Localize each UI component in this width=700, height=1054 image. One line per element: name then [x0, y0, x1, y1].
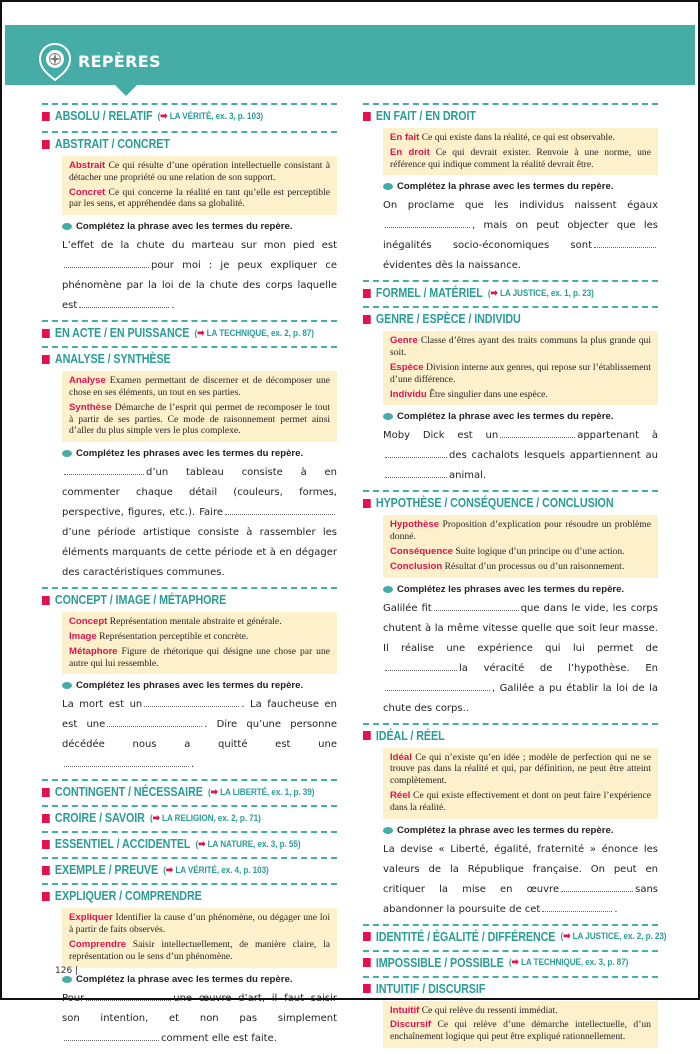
entry-title	[42, 137, 296, 151]
exercise-text-segment: .	[614, 903, 618, 915]
arrow-right-icon: ➡	[490, 287, 500, 299]
exercise-prompt	[62, 448, 337, 459]
exercise-prompt-text: Complétez la phrase avec les termes du repère.	[76, 973, 293, 985]
exercise-prompt	[383, 411, 658, 422]
definition-text: Ce qui relève d’une démarche intellectuelle, d’un enchaînement logique qui peut être expliqué rationnellement.	[390, 1019, 651, 1043]
definition	[390, 147, 651, 171]
definition-text: Proposition d’explication pour résoudre un problème donné.	[390, 519, 651, 543]
entry-title-text: CONTINGENT / NÉCESSAIRE	[54, 785, 203, 800]
entry-title-text: ESSENTIEL / ACCIDENTEL	[54, 837, 191, 852]
entry-en-fait-en-droit	[363, 103, 658, 276]
dashed-divider	[42, 831, 337, 833]
square-bullet-icon	[42, 140, 50, 149]
exercise-text-segment: La mort est un	[62, 699, 143, 711]
arrow-right-icon: ➡	[511, 957, 521, 969]
cross-reference-text: LA JUSTICE, ex. 1, p. 23	[499, 287, 592, 299]
entry-title	[363, 109, 617, 123]
exercise-text-segment: animal.	[449, 470, 487, 482]
dashed-divider	[42, 805, 337, 807]
bullet-dot-icon	[62, 450, 72, 457]
cross-reference-link[interactable]: (➡ LA TECHNIQUE, ex. 2, p. 87)	[194, 327, 314, 339]
square-bullet-icon	[363, 958, 371, 967]
definition-term: Comprendre	[69, 938, 127, 950]
exercise-text-segment: Moby Dick est un	[383, 430, 499, 442]
exercise-text-segment: On proclame que les individus naissent égaux	[383, 200, 658, 212]
square-bullet-icon	[42, 892, 50, 901]
square-bullet-icon	[363, 984, 371, 993]
definition-box	[383, 331, 658, 405]
exercise-sentence	[383, 196, 658, 276]
fill-in-blank[interactable]	[79, 298, 169, 308]
entry-ideal-reel	[363, 723, 658, 920]
entry-title-text: CROIRE / SAVOIR	[54, 811, 145, 826]
exercise-text-segment: .	[191, 759, 195, 771]
definition-text: Ce qui devrait exister. Renvoie à une norme, une référence qui indique comment la réalité devrait être.	[390, 146, 651, 170]
fill-in-blank[interactable]	[385, 448, 447, 458]
square-bullet-icon	[42, 355, 50, 364]
definition-term: Conséquence	[390, 545, 453, 557]
definition	[390, 132, 651, 144]
page-title: REPÈRES	[78, 52, 161, 71]
definition-term: Conclusion	[390, 560, 443, 572]
bullet-dot-icon	[62, 223, 72, 230]
definition-term: En fait	[390, 132, 420, 143]
entry-title-text: EXEMPLE / PREUVE	[54, 863, 159, 878]
definition-text: Division interne aux genres, qui repose sur l’établissement d’une différence.	[390, 361, 651, 385]
definition-text: Démarche de l’esprit qui permet de recomposer le tout à partir de ses parties. Ce mode de raisonnement permet ainsi d’aller du plus simple vers le plus complexe.	[69, 401, 330, 437]
definition	[390, 389, 651, 401]
exercise-text-segment: appartenant à	[577, 430, 658, 442]
exercise-sentence	[383, 426, 658, 486]
exercise-prompt-text: Complétez les phrases avec les termes du repère.	[76, 680, 304, 692]
cross-reference-text: LA NATURE, ex. 3, p. 55	[207, 838, 298, 850]
entry-title	[363, 312, 617, 326]
exercise-text-segment: d’une période artistique consiste à rassembler les éléments marquants de cette période et à en dégager des caractéristiques communes.	[62, 527, 337, 579]
cross-reference-text: LA RELIGION, ex. 2, p. 71	[162, 812, 259, 824]
arrow-right-icon: ➡	[152, 812, 163, 824]
entry-title-text: EN ACTE / EN PUISSANCE	[54, 326, 190, 341]
fill-in-blank[interactable]	[385, 661, 457, 671]
exercise-sentence	[62, 236, 337, 316]
right-column	[363, 103, 667, 1054]
definition-text: Ce qui résulte d’une opération intellectuelle consistant à détacher une propriété ou une relation de son support.	[69, 160, 330, 183]
entry-title	[42, 863, 296, 877]
entry-title-text: INTUITIF / DISCURSIF	[375, 981, 486, 996]
entry-title-text: CONCEPT / IMAGE / MÉTAPHORE	[54, 593, 227, 608]
entry-title-text: ABSOLU / RELATIF	[54, 109, 153, 123]
cross-reference-text: LA LIBERTÉ, ex. 1, p. 39	[220, 786, 312, 798]
fill-in-blank[interactable]	[542, 902, 612, 912]
square-bullet-icon	[363, 731, 371, 740]
entry-intuitif-discursif	[363, 976, 658, 1048]
dashed-divider	[42, 857, 337, 859]
exercise-sentence	[62, 695, 337, 775]
definition	[390, 1005, 651, 1017]
exercise-sentence	[383, 840, 658, 920]
entry-formel-materiel	[363, 280, 658, 300]
dashed-divider	[42, 320, 337, 322]
definition-term: Abstrait	[69, 160, 106, 171]
dashed-divider	[363, 280, 658, 282]
definition	[69, 160, 330, 184]
fill-in-blank[interactable]	[561, 882, 633, 892]
definition-box	[62, 156, 337, 215]
dashed-divider	[363, 490, 658, 492]
square-bullet-icon	[363, 932, 371, 941]
dashed-divider	[42, 346, 337, 348]
definition-term: Espèce	[390, 361, 424, 373]
definition-text: Identifier la cause d’un phénomène, ou dégager une loi à partir de faits observés.	[69, 912, 330, 936]
definition	[69, 375, 330, 399]
entry-title-text: HYPOTHÈSE / CONSÉQUENCE / CONCLUSION	[375, 496, 614, 511]
definition-text: Ce qui concerne la réalité en tant qu’elle est perceptible par les sens, et appréhendée dans sa globalité.	[69, 186, 330, 210]
definition-box	[383, 128, 658, 175]
definition-term: Concret	[69, 186, 106, 198]
fill-in-blank[interactable]	[434, 601, 519, 611]
exercise-text-segment: la véracité de l’hypothèse. En	[459, 662, 658, 674]
fill-in-blank[interactable]	[64, 258, 149, 268]
bullet-dot-icon	[383, 827, 393, 834]
definition-term: Métaphore	[69, 645, 118, 657]
square-bullet-icon	[42, 840, 50, 849]
exercise-text-segment: . Dire qu’une personne décédée nous a quitté est une	[62, 719, 337, 751]
dashed-divider	[363, 723, 658, 725]
entry-title	[363, 982, 617, 996]
exercise-prompt-text: Complétez la phrase avec les termes du repère.	[397, 181, 614, 193]
entry-analyse-synthese	[42, 346, 337, 583]
definition-text: Ce qui relève du ressenti immédiat.	[421, 1004, 558, 1016]
exercise-prompt	[62, 974, 337, 985]
entry-title	[42, 593, 296, 607]
exercise-prompt	[383, 584, 658, 595]
entry-title	[363, 955, 629, 970]
definition-term: Analyse	[69, 375, 106, 387]
entry-hypothese-consequence-conclusion	[363, 490, 658, 718]
cross-reference-link[interactable]: (➡ LA TECHNIQUE, ex. 3, p. 87)	[508, 957, 629, 969]
definition	[69, 631, 330, 643]
square-bullet-icon	[42, 788, 50, 797]
entry-title	[42, 109, 296, 123]
cross-reference-text: LA JUSTICE, ex. 2, p. 23	[572, 931, 664, 943]
definition-term: Genre	[390, 335, 418, 347]
dashed-divider	[363, 306, 658, 308]
definition-term: En droit	[390, 146, 430, 158]
square-bullet-icon	[42, 329, 50, 338]
exercise-text-segment: La devise « Liberté, égalité, fraternité » énonce les valeurs de la République française. On peut en critiquer la mise en œuvre	[383, 843, 658, 895]
definition-text: Être singulier dans une espèce.	[429, 388, 548, 400]
header-notch	[115, 85, 137, 96]
exercise-prompt-text: Complétez la phrase avec les termes du repère.	[76, 221, 293, 233]
exercise-prompt-text: Complétez la phrase avec les termes du repère.	[397, 411, 614, 423]
square-bullet-icon	[42, 112, 50, 121]
entry-concept-image-metaphore	[42, 587, 337, 775]
definition-term: Réel	[390, 789, 411, 801]
dashed-divider	[363, 950, 658, 952]
cross-reference-text: LA TECHNIQUE, ex. 3, p. 87	[520, 957, 626, 969]
definition-text: Classe d’êtres ayant des traits communs la plus grande qui soit.	[390, 335, 651, 359]
entry-contingent-necessaire	[42, 779, 337, 799]
exercise-prompt	[383, 825, 658, 836]
entry-expliquer-comprendre	[42, 883, 337, 1048]
bullet-dot-icon	[62, 976, 72, 983]
definition-text: Suite logique d’un principe ou d’une action.	[455, 545, 625, 557]
entry-title	[363, 286, 617, 300]
exercise-text-segment: évidentes dès la naissance.	[383, 260, 522, 272]
exercise-sentence	[383, 599, 658, 719]
square-bullet-icon	[363, 112, 371, 121]
exercise-text-segment: des cachalots lesquels appartiennent au	[449, 450, 658, 462]
definition-text: Figure de rhétorique qui désigne une chose par une autre qui lui ressemble.	[69, 645, 331, 669]
fill-in-blank[interactable]	[385, 218, 470, 228]
entry-exemple-preuve	[42, 857, 337, 877]
definition-term: Hypothèse	[390, 519, 440, 531]
exercise-text-segment: d’un tableau consiste à en commenter chaque détail (couleurs, formes, perspective, figures, etc.). Faire	[62, 467, 337, 519]
fill-in-blank[interactable]	[86, 991, 171, 1001]
definition-text: Représentation perceptible et concrète.	[99, 630, 249, 642]
definition-box	[62, 612, 337, 674]
definition	[390, 362, 651, 386]
entry-abstrait-concret	[42, 131, 337, 316]
entry-title-text: ANALYSE / SYNTHÈSE	[54, 352, 171, 367]
fill-in-blank[interactable]	[107, 717, 202, 727]
entry-title	[42, 889, 296, 903]
fill-in-blank[interactable]	[144, 697, 239, 707]
dashed-divider	[42, 131, 337, 133]
definition-box	[62, 908, 337, 967]
definition-term: Image	[69, 630, 97, 642]
cross-reference-link[interactable]: (➡ LA RELIGION, ex. 2, p. 71)	[149, 812, 261, 824]
dashed-divider	[363, 103, 658, 105]
cross-reference-link[interactable]: (➡ LA JUSTICE, ex. 1, p. 23)	[487, 287, 594, 299]
exercise-prompt-text: Complétez la phrase avec les termes du repère.	[397, 824, 614, 836]
cross-reference-link[interactable]: (➡ LA LIBERTÉ, ex. 1, p. 39)	[208, 786, 315, 798]
fill-in-blank[interactable]	[64, 1031, 159, 1041]
square-bullet-icon	[42, 814, 50, 823]
exercise-text-segment: Galilée fit	[383, 602, 432, 614]
fill-in-blank[interactable]	[385, 468, 447, 478]
exercise-prompt-text: Complétez les phrases avec les termes du repère.	[76, 448, 304, 460]
exercise-text-segment: que dans le vide, les corps chutent à la même vitesse quelle que soit leur masse. Il réalise une expérience qui lui permet de	[383, 602, 658, 654]
entry-title-text: ABSTRAIT / CONCRET	[54, 137, 170, 151]
exercise-text-segment: sans abandonner la poursuite de cet	[383, 883, 658, 915]
cross-reference-link[interactable]: (➡ LA NATURE, ex. 3, p. 55)	[195, 838, 301, 850]
entry-title-text: EXPLIQUER / COMPRENDRE	[54, 889, 202, 904]
exercise-text-segment: une œuvre d’art, il faut saisir son intention, et non pas simplement	[62, 992, 337, 1024]
definition	[390, 335, 651, 359]
entry-title-text: EN FAIT / EN DROIT	[375, 109, 476, 123]
entry-title	[42, 785, 315, 800]
definition	[69, 646, 330, 670]
cross-reference-link[interactable]: (➡ LA VÉRITÉ, ex. 3, p. 103)	[157, 110, 264, 122]
definition	[390, 546, 651, 558]
dashed-divider	[42, 779, 337, 781]
dashed-divider	[363, 924, 658, 926]
fill-in-blank[interactable]	[594, 238, 656, 248]
dashed-divider	[42, 587, 337, 589]
fill-in-blank[interactable]	[500, 428, 575, 438]
bullet-dot-icon	[383, 413, 393, 420]
definition-box	[383, 748, 658, 819]
definition-term: Individu	[390, 388, 427, 400]
entry-title	[42, 352, 296, 366]
arrow-right-icon: ➡	[210, 786, 221, 798]
page-number: 126 |	[55, 966, 79, 976]
arrow-right-icon: ➡	[198, 838, 208, 850]
entry-title	[363, 496, 617, 510]
definition-term: Concept	[69, 616, 108, 628]
definition-text: Examen permettant de discerner et de décomposer une chose en ses éléments, un tout en ses parties.	[69, 375, 330, 398]
exercise-prompt	[62, 221, 337, 232]
entry-essentiel-accidentel	[42, 831, 337, 851]
definition-box	[62, 371, 337, 442]
definition-box	[383, 515, 658, 577]
definition-term: Expliquer	[69, 912, 113, 924]
exercise-text-segment: pour moi : je peux expliquer ce phénomène par la loi de la chute des corps laquelle est	[62, 260, 337, 312]
bullet-dot-icon	[383, 183, 393, 190]
exercise-text-segment: comment elle est faite.	[161, 1032, 277, 1044]
exercise-prompt	[62, 680, 337, 691]
left-column	[42, 103, 337, 1053]
entry-en-acte-en-puissance	[42, 320, 337, 340]
square-bullet-icon	[42, 596, 50, 605]
definition-text: Ce qui n’existe qu’en idée ; modèle de perfection qui ne se trouve pas dans la réalité et qui, par définition, ne peut être atteint complètement.	[390, 751, 651, 787]
definition-text: Représentation mentale abstraite et générale.	[109, 616, 282, 628]
entry-title	[42, 326, 314, 341]
square-bullet-icon	[42, 866, 50, 875]
bullet-dot-icon	[383, 586, 393, 593]
definition	[390, 561, 651, 573]
dashed-divider	[42, 883, 337, 885]
dashed-divider	[363, 976, 658, 978]
definition	[69, 187, 330, 211]
definition-text: Ce qui existe dans la réalité, ce qui est observable.	[421, 132, 615, 143]
exercise-prompt-text: Complétez les phrases avec les termes du repère.	[397, 583, 625, 595]
entry-title	[42, 811, 296, 825]
definition	[69, 939, 330, 963]
definition	[69, 912, 330, 936]
entry-title	[42, 837, 301, 852]
definition-box	[383, 1001, 658, 1048]
entry-title-text: IDENTITÉ / ÉGALITÉ / DIFFÉRENCE	[375, 929, 556, 944]
entry-impossible-possible	[363, 950, 658, 970]
definition	[69, 402, 330, 437]
entry-genre-espece-individu	[363, 306, 658, 486]
definition	[390, 790, 651, 814]
arrow-right-icon: ➡	[197, 327, 207, 339]
compass-pin-icon	[38, 42, 72, 82]
arrow-right-icon: ➡	[160, 110, 170, 122]
exercise-text-segment: Pour	[62, 992, 85, 1004]
entry-identite-egalite-difference	[363, 924, 667, 944]
exercise-text-segment: , mais on peut objecter que les inégalités socio-économiques sont	[383, 220, 658, 252]
arrow-right-icon: ➡	[165, 864, 176, 876]
exercise-text-segment: . La faucheuse en est une	[62, 699, 337, 731]
entry-title-text: FORMEL / MATÉRIEL	[375, 286, 483, 301]
exercise-text-segment: L’effet de la chute du marteau sur mon pied est	[62, 240, 337, 252]
cross-reference-text: LA VÉRITÉ, ex. 3, p. 103	[169, 110, 261, 122]
definition-text: Saisir intellectuellement, de manière claire, la représentation ou le sens d’un phénomène.	[69, 938, 330, 962]
definition-term: Discursif	[390, 1019, 432, 1031]
entry-title-text: IDÉAL / RÉEL	[375, 728, 445, 743]
fill-in-blank[interactable]	[385, 681, 490, 691]
dashed-divider	[42, 103, 337, 105]
cross-reference-text: LA VÉRITÉ, ex. 4, p. 103	[175, 864, 267, 876]
bullet-dot-icon	[62, 682, 72, 689]
entry-absolu-relatif	[42, 103, 337, 123]
entry-title-text: IMPOSSIBLE / POSSIBLE	[375, 955, 504, 970]
square-bullet-icon	[363, 499, 371, 508]
definition	[390, 519, 651, 543]
cross-reference-link[interactable]: (➡ LA JUSTICE, ex. 2, p. 23)	[560, 931, 667, 943]
definition	[390, 1019, 651, 1043]
cross-reference-link[interactable]: (➡ LA VÉRITÉ, ex. 4, p. 103)	[163, 864, 269, 876]
square-bullet-icon	[363, 289, 371, 298]
definition	[390, 752, 651, 787]
entry-croire-savoir	[42, 805, 337, 825]
arrow-right-icon: ➡	[563, 931, 573, 943]
entry-title	[363, 729, 617, 743]
entry-title-text: GENRE / ESPÈCE / INDIVIDU	[375, 312, 521, 327]
fill-in-blank[interactable]	[225, 505, 335, 515]
entry-title	[363, 929, 667, 944]
definition	[69, 616, 330, 628]
exercise-sentence	[62, 463, 337, 583]
fill-in-blank[interactable]	[64, 757, 189, 767]
exercise-text-segment: , Galilée a pu établir la loi de la chute des corps..	[383, 682, 658, 714]
cross-reference-text: LA TECHNIQUE, ex. 2, p. 87	[206, 327, 312, 339]
definition-text: Ce qui existe effectivement et dont on peut faire l’expérience dans la réalité.	[390, 789, 651, 813]
definition-term: Idéal	[390, 751, 412, 763]
definition-text: Résultat d’un processus ou d’un raisonnement.	[444, 560, 625, 572]
square-bullet-icon	[363, 315, 371, 324]
exercise-sentence	[62, 989, 337, 1049]
definition-term: Synthèse	[69, 401, 112, 413]
definition-term: Intuitif	[390, 1004, 420, 1016]
exercise-prompt	[383, 181, 658, 192]
fill-in-blank[interactable]	[64, 465, 144, 475]
exercise-text-segment: .	[171, 300, 175, 312]
